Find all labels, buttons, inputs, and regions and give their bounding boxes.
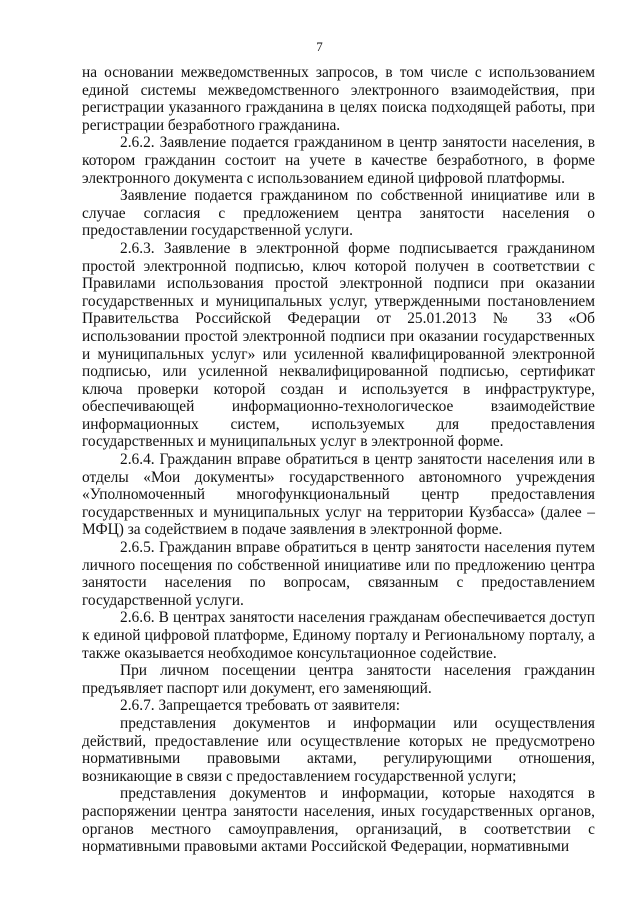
paragraph-continuation: на основании межведомственных запросов, в том числе с использованием единой системы межведомственного электронного взаимодействия, при регистрации указанного гражданина в целях поиска подходящей работы, при регистрации безработного гражданина. xyxy=(82,64,595,134)
paragraph-2-6-2: 2.6.2. Заявление подается гражданином в центр занятости населения, в котором гражданин состоит на учете в качестве безработного, в форме электронного документа с использованием единой цифровой платформы. xyxy=(82,134,595,187)
page-number: 7 xyxy=(316,39,323,54)
paragraph-2-6-6: 2.6.6. В центрах занятости населения гражданам обеспечивается доступ к единой цифровой платформе, Единому порталу и Региональному порталу, а также оказывается необходимое консультационное содействие. xyxy=(82,609,595,662)
paragraph-application-initiative: Заявление подается гражданином по собственной инициативе или в случае согласия с предложением центра занятости населения о предоставлении государственной услуги. xyxy=(82,187,595,240)
document-body xyxy=(82,64,595,856)
paragraph-2-6-7: 2.6.7. Запрещается требовать от заявителя: xyxy=(120,697,400,715)
paragraph-2-6-3: 2.6.3. Заявление в электронной форме подписывается гражданином простой электронной подписью, ключ которой получен в соответствии с Правилами использования простой электронной подписи при оказании государственных и муниципальных услуг, утвержденными постановлением Правительства Российской Федерации от 25.01.2013 № 33 «Об использовании простой электронной подписи при оказании государственных и муниципальных услуг» или усиленной квалифицированной электронной подписью, или усиленной неквалифицированной подписью, сертификат ключа проверки которой создан и используется в инфраструктуре, обеспечивающей информационно-технологическое взаимодействие информационных систем, используемых для предоставления государственных и муниципальных услуг в электронной форме. xyxy=(82,239,595,451)
paragraph-2-6-4: 2.6.4. Гражданин вправе обратиться в центр занятости населения или в отделы «Мои документы» государственного автономного учреждения «Уполномоченный многофункциональный центр предоставления государственных и муниципальных услуг на территории Кузбасса» (далее – МФЦ) за содействием в подаче заявления в электронной форме. xyxy=(82,451,595,539)
paragraph-prohibition-item-1: представления документов и информации или осуществления действий, предоставление или осуществление которых не предусмотрено нормативными правовыми актами, регулирующими отношения, возникающие в связи с предоставлением государственной услуги; xyxy=(82,714,595,785)
paragraph-2-6-5: 2.6.5. Гражданин вправе обратиться в центр занятости населения путем личного посещения по собственной инициативе или по предложению центра занятости населения по вопросам, связанным с предоставлением государственной услуги. xyxy=(82,539,595,609)
paragraph-personal-visit: При личном посещении центра занятости населения гражданин предъявляет паспорт или документ, его заменяющий. xyxy=(82,662,595,697)
paragraph-prohibition-item-2: представления документов и информации, которые находятся в распоряжении центра занятости населения, иных государственных органов, органов местного самоуправления, организаций, в соответствии с нормативными правовыми актами Российской Федерации, нормативными xyxy=(82,785,595,856)
